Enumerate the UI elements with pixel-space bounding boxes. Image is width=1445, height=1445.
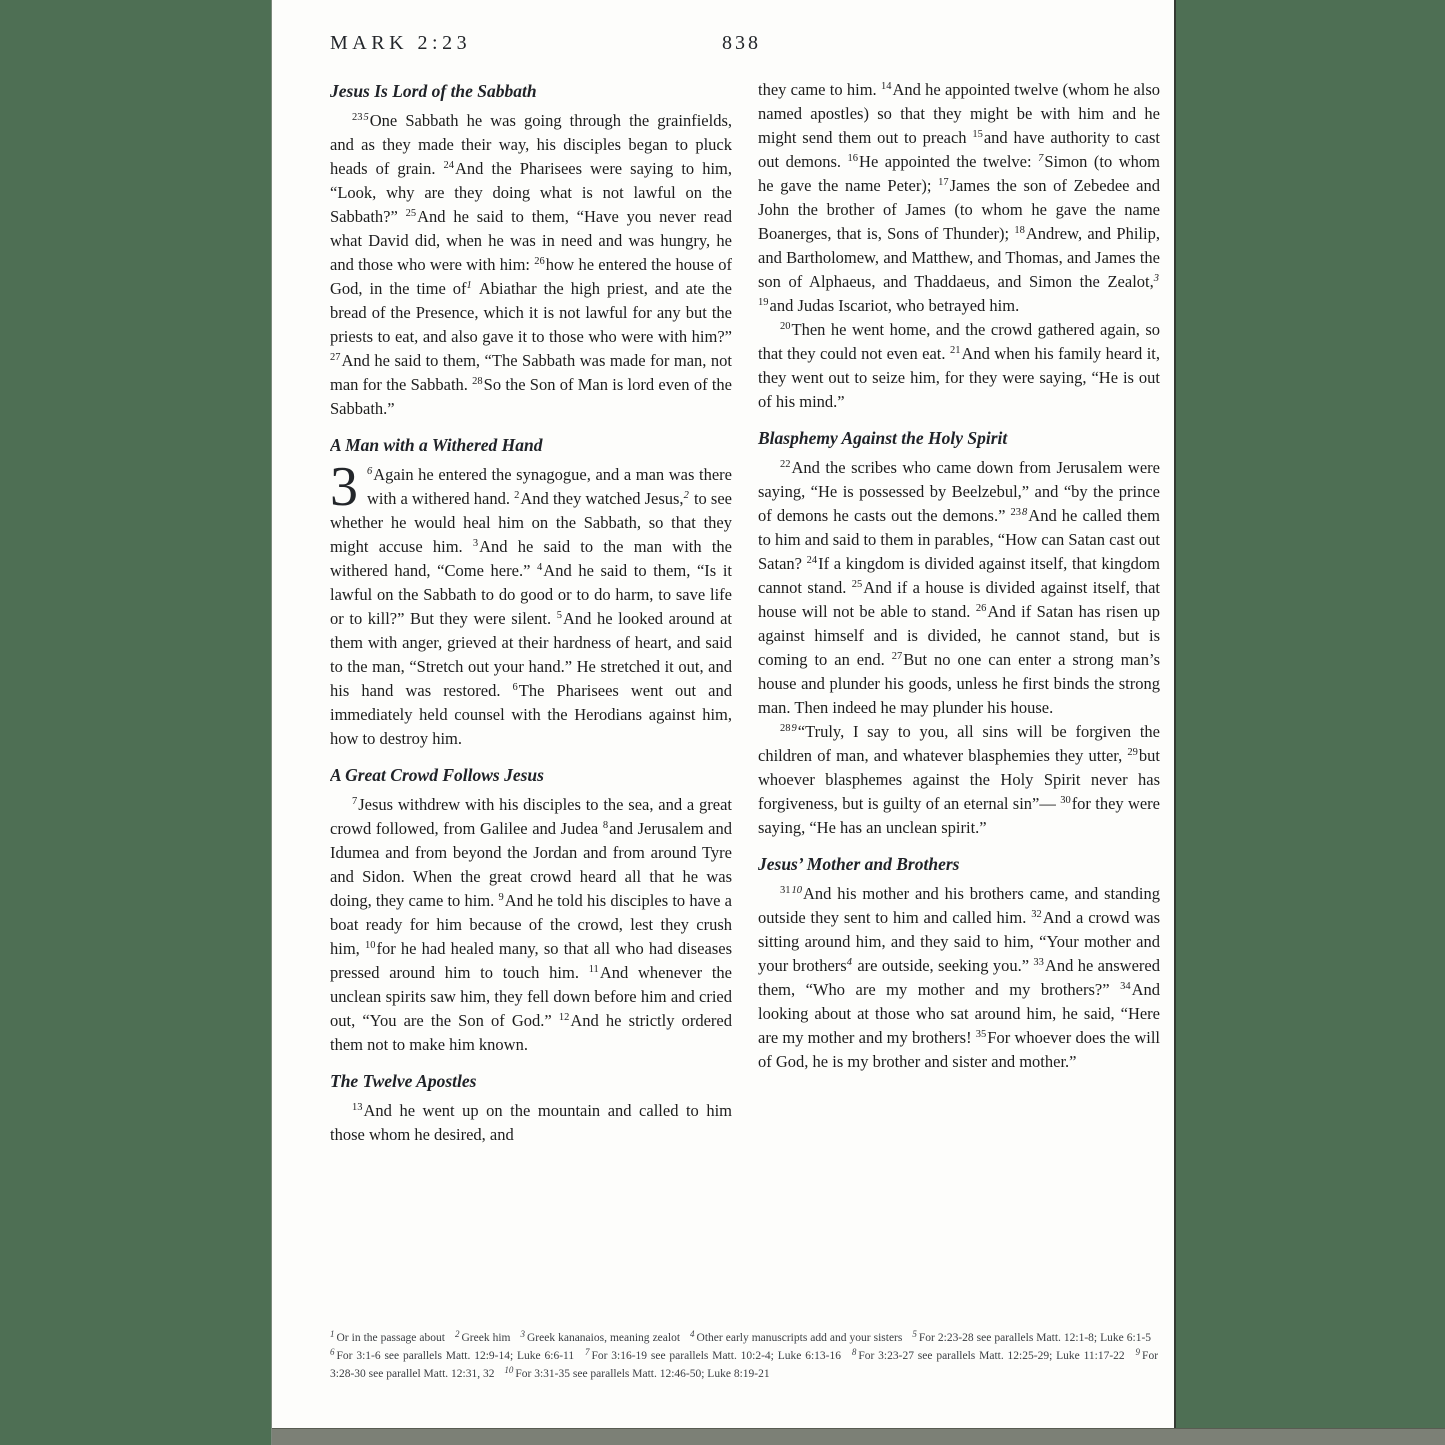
- footnote-marker: 5: [363, 112, 369, 123]
- verse-paragraph: $^{22}$And the scribes who came down from Jerusalem were saying, “He is possessed by Beelzebul,” and “by the prince of demons he casts out the demons.” $^{238}$And he called them to him and said to them in parables, “How can Satan cast out Satan? $^{24}$If a kingdom is divided against itself, that kingdom cannot stand. $^{25}$And if a house is divided against itself, that house will not be able to stand. $^{26}$And if Satan has risen up against himself and is divided, he cannot stand, but is coming to an end. $^{27}$But no one can enter a strong man’s house and plunder his goods, unless he first binds the strong man. Then indeed he may plunder his house.: [758, 458, 1160, 717]
- verse-number: 13: [352, 1102, 363, 1113]
- footnote-marker: 9: [1135, 1347, 1141, 1357]
- verse-number: 4: [537, 562, 543, 573]
- right-column: [758, 78, 1160, 1344]
- verse-paragraph: $^{235}$One Sabbath he was going through the grainfields, and as they made their way, his disciples began to pluck heads of grain. $^{24}$And the Pharisees were saying to him, “Look, why are they doing what is not lawful on the Sabbath?” $^{25}$And he said to them, “Have you never read what David did, when he was in need and was hungry, he and those who were with him: $^{26}$how he entered the house of God, in the time of$^1$ Abiathar the high priest, and ate the bread of the Presence, which it is not lawful for any but the priests to eat, and also gave it to those who were with him?” $^{27}$And he said to them, “The Sabbath was made for man, not man for the Sabbath. $^{28}$So the Son of Man is lord even of the Sabbath.”: [330, 111, 733, 418]
- verse-number: 17: [938, 177, 949, 188]
- chapter-paragraph: 3 $^6$Again he entered the synagogue, and a man was there with a withered hand. $^2$And they watched Jesus,$^2$ to see whether he would heal him on the Sabbath, so that they might accuse him. $^3$And he said to the man with the withered hand, “Come here.” $^4$And he said to them, “Is it lawful on the Sabbath to do good or to do harm, to save life or to kill?” But they were silent. $^5$And he looked around at them with anger, grieved at their hardness of heart, and said to the man, “Stretch out your hand.” He stretched it out, and his hand was restored. $^6$The Pharisees went out and immediately held counsel with the Herodians against him, how to destroy him.: [330, 456, 733, 748]
- verse-number: 6: [512, 682, 518, 693]
- footnote-marker: 8: [851, 1347, 857, 1357]
- verse-number: 30: [1060, 795, 1071, 806]
- verse-paragraph: $^7$Jesus withdrew with his disciples to the sea, and a great crowd followed, from Galilee and Judea $^8$and Jerusalem and Idumea and from beyond the Jordan and from around Tyre and Sidon. When the great crowd heard all that he was doing, they came to him. $^9$And he told his disciples to have a boat ready for him because of the crowd, lest they crush him, $^{10}$for he had healed many, so that all who had diseases pressed around him to touch him. $^{11}$And whenever the unclean spirits saw him, they fell down before him and cried out, “You are the Son of God.” $^{12}$And he strictly ordered them not to make him known.: [330, 795, 732, 1054]
- verse-number: 27: [891, 651, 903, 662]
- verse-number: 3: [472, 538, 479, 549]
- verse-paragraph: $^{13}$And he went up on the mountain and called to him those whom he desired, and: [330, 1101, 732, 1144]
- footnote-marker: 3: [1153, 273, 1159, 284]
- verse-number: 25: [851, 579, 863, 590]
- verse-number: 27: [330, 352, 341, 363]
- page-content: [272, 0, 1174, 1413]
- section-heading: Jesus’ Mother and Brothers: [758, 854, 960, 874]
- verse-number: 23: [352, 112, 363, 123]
- verse-number: 28: [780, 723, 791, 734]
- verse-paragraph: $^{20}$Then he went home, and the crowd gathered again, so that they could not even eat. $^{21}$And when his family heard it, they went out to seize him, for they were saying, “He is out of his mind.”: [758, 320, 1160, 411]
- verse-paragraph: $^{3110}$And his mother and his brothers came, and standing outside they sent to him and called him. $^{32}$And a crowd was sitting around him, and they said to him, “Your mother and your brothers$^4$ are outside, seeking you.” $^{33}$And he answered them, “Who are my mother and my brothers?” $^{34}$And looking about at those who sat around him, he said, “Here are my mother and my brothers! $^{35}$For whoever does the will of God, he is my brother and sister and mother.”: [758, 884, 1160, 1071]
- verse-number: 22: [780, 459, 791, 470]
- footnote-marker: 7: [1038, 153, 1044, 164]
- footnote-marker: 6: [367, 466, 373, 477]
- verse-number: 14: [880, 81, 892, 92]
- verse-number: 32: [1031, 909, 1042, 920]
- footnote-item: $^2$ Greek him: [454, 1329, 511, 1344]
- verse-number: 11: [588, 964, 599, 975]
- verse-number: 12: [558, 1012, 570, 1023]
- footnote-marker: 1: [330, 1329, 335, 1339]
- footnote-item: $^5$ For 2:23-28 see parallels Matt. 12:1-8; Luke 6:1-5: [912, 1329, 1152, 1344]
- footnote-item: $^4$ Other early manuscripts add and your sisters: [690, 1329, 903, 1344]
- footnote-marker: 6: [330, 1347, 335, 1357]
- verse-number: 26: [975, 603, 987, 614]
- footnote-marker: 9: [791, 723, 797, 734]
- verse-number: 9: [498, 892, 504, 903]
- footnote-marker: 10: [791, 885, 802, 896]
- footnote-item: $^7$ For 3:16-19 see parallels Matt. 10:2-4; Luke 6:13-16: [584, 1347, 841, 1362]
- footnotes: [330, 1329, 1158, 1383]
- bible-page: [272, 0, 1176, 1445]
- footnote-marker: 10: [504, 1365, 514, 1375]
- book-cover-left-margin: [0, 0, 272, 1445]
- section-heading: Jesus Is Lord of the Sabbath: [330, 81, 537, 101]
- verse-number: 20: [780, 321, 791, 332]
- footnote-item: $^9$ For 3:28-30 see parallel Matt. 12:31, 32: [330, 1347, 1159, 1380]
- book-cover-right-margin: [1174, 0, 1445, 1445]
- footnote-marker: 5: [912, 1329, 917, 1339]
- footnote-marker: 7: [584, 1347, 590, 1357]
- verse-number: 28: [472, 376, 483, 387]
- verse-number: 24: [443, 160, 455, 171]
- verse-number: 21: [949, 345, 961, 356]
- verse-number: 26: [534, 256, 545, 267]
- page-number: 838: [722, 32, 761, 54]
- section-heading: Blasphemy Against the Holy Spirit: [758, 428, 1008, 448]
- verse-number: 18: [1014, 225, 1025, 236]
- verse-number: 5: [556, 610, 562, 621]
- section-heading: The Twelve Apostles: [330, 1071, 477, 1091]
- left-column: [330, 78, 732, 1344]
- footnote-marker: 4: [690, 1329, 695, 1339]
- footnote-marker: 2: [683, 490, 689, 501]
- verse-number: 31: [780, 885, 791, 896]
- footnote-marker: 8: [1022, 507, 1028, 518]
- verse-paragraph: $^{289}$“Truly, I say to you, all sins will be forgiven the children of man, and whatever blasphemies they utter, $^{29}$but whoever blasphemes against the Holy Spirit never has forgiveness, but is guilty of an eternal sin”— $^{30}$for they were saying, “He has an unclean spirit.”: [758, 722, 1160, 837]
- footnote-item: $^1$ Or in the passage about: [330, 1329, 445, 1344]
- verse-number: 15: [972, 129, 983, 140]
- verse-number: 19: [758, 297, 769, 308]
- verse-number: 25: [405, 208, 417, 219]
- text-columns: [330, 78, 1160, 1344]
- page-header: [330, 32, 1160, 76]
- footnote-marker: 2: [454, 1329, 460, 1339]
- footnote-marker: 1: [466, 280, 472, 291]
- page-bottom-edge: [272, 1428, 1445, 1445]
- running-head: MARK 2:23: [330, 32, 472, 54]
- section-heading: A Man with a Withered Hand: [330, 435, 543, 455]
- footnote-item: $^6$ For 3:1-6 see parallels Matt. 12:9-14; Luke 6:6-11: [330, 1347, 575, 1362]
- section-heading: A Great Crowd Follows Jesus: [330, 765, 544, 785]
- verse-number: 10: [364, 940, 376, 951]
- verse-number: 24: [806, 555, 818, 566]
- verse-number: 16: [847, 153, 859, 164]
- footnote-marker: 3: [520, 1329, 525, 1339]
- footnote-marker: 4: [846, 957, 852, 968]
- verse-number: 33: [1033, 957, 1044, 968]
- footnote-item: $^8$ For 3:23-27 see parallels Matt. 12:25-29; Luke 11:17-22: [851, 1347, 1125, 1362]
- footnote-item: $^{10}$ For 3:31-35 see parallels Matt. 12:46-50; Luke 8:19-21: [504, 1365, 770, 1380]
- verse-number: 8: [602, 820, 609, 831]
- verse-paragraph: they came to him. $^{14}$And he appointed twelve (whom he also named apostles) so that they might be with him and he might send them out to preach $^{15}$and have authority to cast out demons. $^{16}$He appointed the twelve: $^7$Simon (to whom he gave the name Peter); $^{17}$James the son of Zebedee and John the brother of James (to whom he gave the name Boanerges, that is, Sons of Thunder); $^{18}$Andrew, and Philip, and Bartholomew, and Matthew, and Thomas, and James the son of Alphaeus, and Thaddaeus, and Simon the Zealot,$^3$ $^{19}$and Judas Iscariot, who betrayed him.: [758, 80, 1160, 315]
- verse-number: 2: [514, 490, 520, 501]
- verse-number: 29: [1127, 747, 1138, 758]
- verse-number: 35: [975, 1029, 987, 1040]
- verse-number: 7: [352, 796, 358, 807]
- footnote-item: $^3$ Greek kananaios, meaning zealot: [520, 1329, 681, 1344]
- verse-number: 23: [1010, 507, 1022, 518]
- chapter-number: 3: [330, 456, 358, 518]
- verse-number: 34: [1120, 981, 1131, 992]
